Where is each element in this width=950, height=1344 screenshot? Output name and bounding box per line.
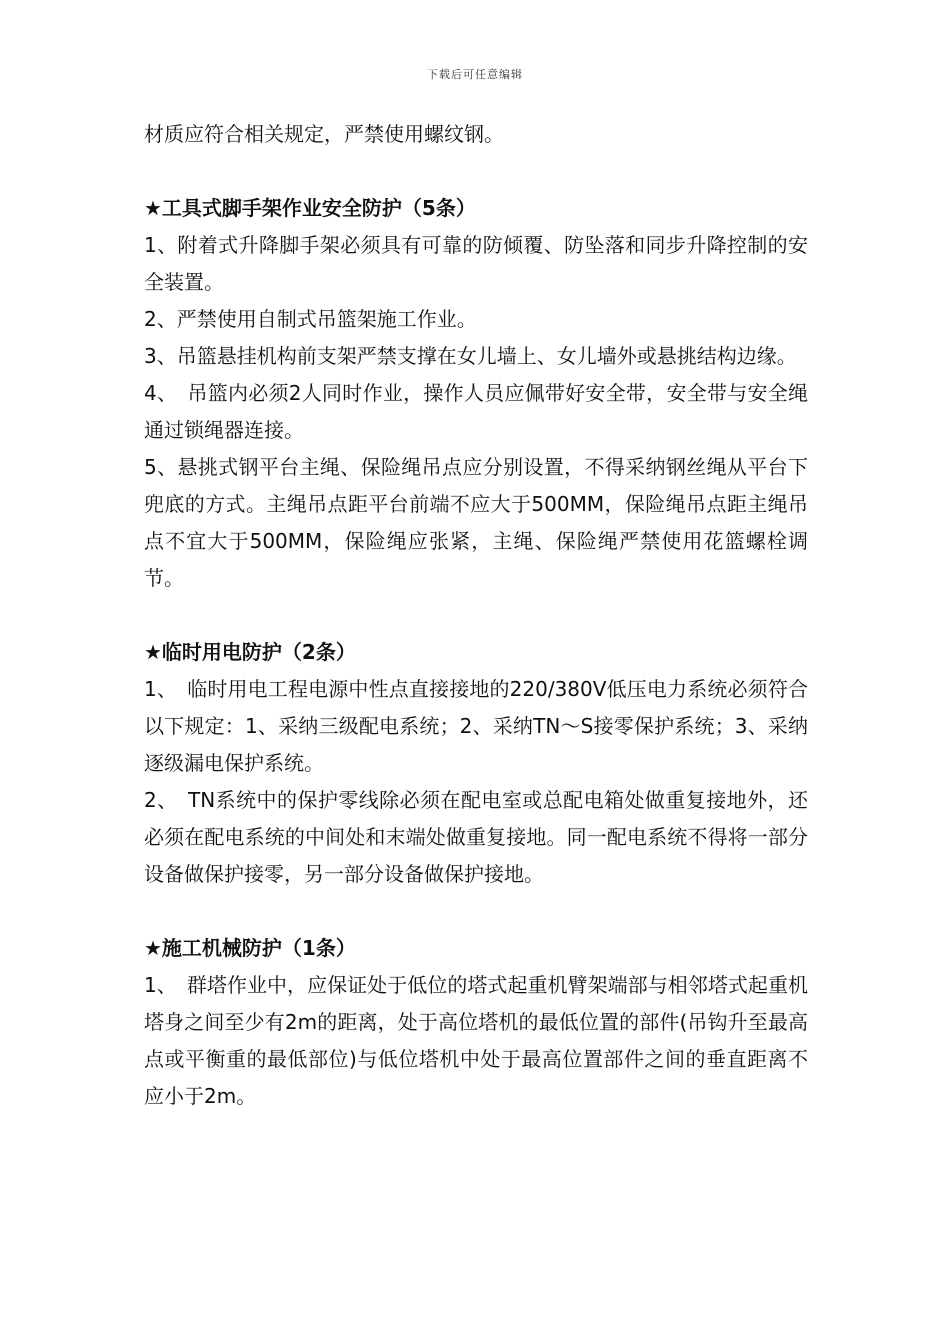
intro-paragraph: 材质应符合相关规定，严禁使用螺纹钢。 [144, 122, 504, 146]
list-item: 2、 TN系统中的保护零线除必须在配电室或总配电箱处做重复接地外，还必须在配电系统的中间处和末端处做重复接地。同一配电系统不得将一部分设备做保护接零，另一部分设备做保护接地。 [144, 788, 808, 886]
section-gap [144, 153, 808, 190]
list-item: 5、悬挑式钢平台主绳、保险绳吊点应分别设置，不得采纳钢丝绳从平台下兜底的方式。主绳吊点距平台前端不应大于500MM，保险绳吊点距主绳吊点不宜大于500MM，保险绳应张紧，主绳、保险绳严禁使用花篮螺栓调节。 [144, 455, 808, 590]
list-item: 4、 吊篮内必须2人同时作业，操作人员应佩带好安全带，安全带与安全绳通过锁绳器连接。 [144, 381, 808, 442]
section-gap [144, 893, 808, 930]
section-heading: ★施工机械防护（1条） [144, 936, 356, 960]
section-heading: ★临时用电防护（2条） [144, 640, 356, 664]
section-temporary-power [144, 634, 808, 893]
list-item: 2、严禁使用自制式吊篮架施工作业。 [144, 307, 477, 331]
document-body [144, 116, 808, 1115]
section-gap [144, 597, 808, 634]
section-heading: ★工具式脚手架作业安全防护（5条） [144, 196, 476, 220]
section-machinery-protection [144, 930, 808, 1115]
list-item: 3、吊篮悬挂机构前支架严禁支撑在女儿墙上、女儿墙外或悬挑结构边缘。 [144, 344, 797, 368]
list-item: 1、 临时用电工程电源中性点直接接地的220/380V低压电力系统必须符合以下规定：1、采纳三级配电系统；2、采纳TN～S接零保护系统；3、采纳逐级漏电保护系统。 [144, 677, 808, 775]
section-scaffold-safety [144, 190, 808, 597]
list-item: 1、附着式升降脚手架必须具有可靠的防倾覆、防坠落和同步升降控制的安全装置。 [144, 233, 808, 294]
list-item: 1、 群塔作业中，应保证处于低位的塔式起重机臂架端部与相邻塔式起重机塔身之间至少有2m的距离，处于高位塔机的最低位置的部件(吊钩升至最高点或平衡重的最低部位)与低位塔机中处于最高位置部件之间的垂直距离不应小于2m。 [144, 973, 808, 1108]
page-header: 下载后可任意编辑 [427, 68, 523, 81]
